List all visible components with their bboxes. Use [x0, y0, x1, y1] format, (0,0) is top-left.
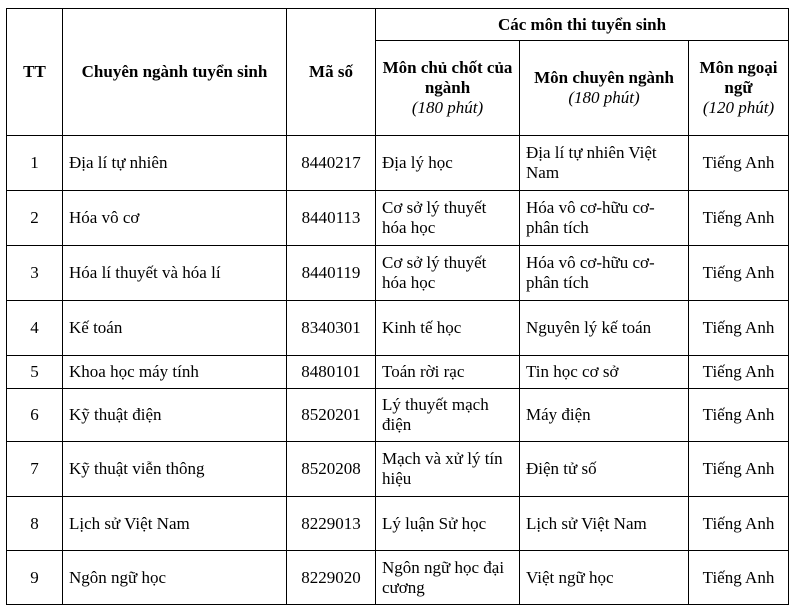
cell-code: 8520201 [287, 389, 376, 442]
table-header [7, 9, 789, 136]
cell-core: Kinh tế học [376, 301, 520, 356]
cell-code: 8340301 [287, 301, 376, 356]
cell-language: Tiếng Anh [689, 442, 789, 497]
cell-specialized: Lịch sử Việt Nam [520, 497, 689, 551]
cell-core: Ngôn ngữ học đại cương [376, 551, 520, 605]
cell-language: Tiếng Anh [689, 136, 789, 191]
cell-tt: 5 [7, 356, 63, 389]
table-row [7, 551, 789, 605]
cell-language: Tiếng Anh [689, 246, 789, 301]
cell-major: Kỹ thuật điện [63, 389, 287, 442]
cell-core: Toán rời rạc [376, 356, 520, 389]
cell-language: Tiếng Anh [689, 389, 789, 442]
cell-specialized: Hóa vô cơ-hữu cơ-phân tích [520, 246, 689, 301]
header-core-subject [376, 41, 520, 136]
header-exam-subjects: Các môn thi tuyển sinh [376, 9, 789, 41]
cell-code: 8229013 [287, 497, 376, 551]
cell-major: Địa lí tự nhiên [63, 136, 287, 191]
cell-specialized: Máy điện [520, 389, 689, 442]
cell-code: 8520208 [287, 442, 376, 497]
header-major-subject [520, 41, 689, 136]
table-row [7, 497, 789, 551]
cell-specialized: Hóa vô cơ-hữu cơ-phân tích [520, 191, 689, 246]
header-language-subject-label: Môn ngoại ngữ [699, 58, 778, 97]
header-major-duration: (180 phút) [568, 88, 640, 107]
cell-code: 8229020 [287, 551, 376, 605]
cell-core: Mạch và xử lý tín hiệu [376, 442, 520, 497]
cell-tt: 3 [7, 246, 63, 301]
cell-tt: 8 [7, 497, 63, 551]
table-body [7, 136, 789, 605]
cell-specialized: Việt ngữ học [520, 551, 689, 605]
cell-major: Ngôn ngữ học [63, 551, 287, 605]
header-tt: TT [7, 9, 63, 136]
cell-tt: 4 [7, 301, 63, 356]
cell-major: Kỹ thuật viễn thông [63, 442, 287, 497]
cell-core: Cơ sở lý thuyết hóa học [376, 191, 520, 246]
header-code: Mã số [287, 9, 376, 136]
cell-specialized: Tin học cơ sở [520, 356, 689, 389]
cell-major: Kế toán [63, 301, 287, 356]
cell-core: Lý thuyết mạch điện [376, 389, 520, 442]
table-row [7, 191, 789, 246]
cell-core: Cơ sở lý thuyết hóa học [376, 246, 520, 301]
cell-specialized: Điện tử số [520, 442, 689, 497]
cell-language: Tiếng Anh [689, 191, 789, 246]
cell-code: 8480101 [287, 356, 376, 389]
cropped-caption [0, 0, 800, 8]
header-core-duration: (180 phút) [411, 98, 484, 117]
admission-subjects-table [6, 8, 789, 605]
table-row [7, 301, 789, 356]
header-core-subject-label: Môn chủ chốt của ngành [382, 58, 513, 97]
header-major-subject-label: Môn chuyên ngành [534, 68, 674, 87]
cell-language: Tiếng Anh [689, 551, 789, 605]
cell-code: 8440119 [287, 246, 376, 301]
cell-code: 8440217 [287, 136, 376, 191]
cell-major: Hóa vô cơ [63, 191, 287, 246]
table-row [7, 136, 789, 191]
cell-tt: 2 [7, 191, 63, 246]
cell-core: Lý luận Sử học [376, 497, 520, 551]
cell-tt: 1 [7, 136, 63, 191]
cell-language: Tiếng Anh [689, 356, 789, 389]
header-language-duration: (120 phút) [702, 98, 775, 117]
cell-specialized: Địa lí tự nhiên Việt Nam [520, 136, 689, 191]
header-language-subject [689, 41, 789, 136]
cell-language: Tiếng Anh [689, 301, 789, 356]
cell-language: Tiếng Anh [689, 497, 789, 551]
table-row [7, 356, 789, 389]
table-row [7, 246, 789, 301]
cell-tt: 6 [7, 389, 63, 442]
cell-core: Địa lý học [376, 136, 520, 191]
table-row [7, 389, 789, 442]
cell-tt: 9 [7, 551, 63, 605]
cell-code: 8440113 [287, 191, 376, 246]
cell-major: Lịch sử Việt Nam [63, 497, 287, 551]
cell-specialized: Nguyên lý kế toán [520, 301, 689, 356]
cell-tt: 7 [7, 442, 63, 497]
cell-major: Khoa học máy tính [63, 356, 287, 389]
header-major: Chuyên ngành tuyển sinh [63, 9, 287, 136]
cell-major: Hóa lí thuyết và hóa lí [63, 246, 287, 301]
table-row [7, 442, 789, 497]
